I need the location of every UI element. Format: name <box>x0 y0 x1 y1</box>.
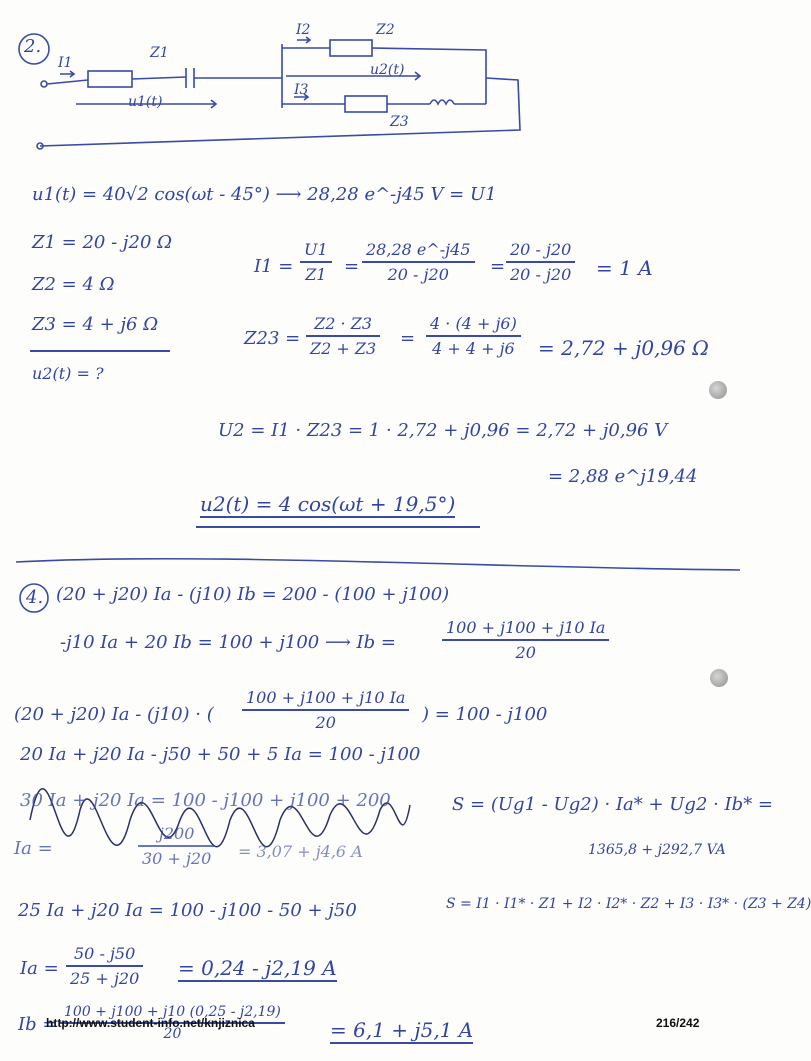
eq8-result: = 0,24 - j2,19 A <box>178 956 337 980</box>
u1-definition: u1(t) = 40√2 cos(ωt - 45°) ⟶ 28,28 e^-j45 V = U1 <box>32 184 497 205</box>
eq3-lhs: (20 + j20) Ia - (j10) · ( <box>14 704 214 725</box>
i1-equals: = <box>344 256 360 277</box>
eq5-struck: 30 Ia + j20 Ia = 100 - j100 + j100 + 200 <box>20 790 391 811</box>
z1-resistor <box>88 71 132 87</box>
footer-page-number: 216/242 <box>656 1016 700 1030</box>
z2-definition: Z2 = 4 Ω <box>32 274 115 295</box>
eq3-rhs: ) = 100 - j100 <box>422 704 548 725</box>
eq1: (20 + j20) Ia - (j10) Ib = 200 - (100 + j100) <box>56 584 450 605</box>
label-z2: Z2 <box>376 22 395 38</box>
eq9-lhs: Ib = <box>18 1014 58 1035</box>
i1-fraction-2: 28,28 e^-j45 20 - j20 <box>362 240 475 284</box>
z23-equals: = <box>400 328 416 349</box>
i1-fraction-1: U1 Z1 <box>300 240 332 284</box>
eq7: 25 Ia + j20 Ia = 100 - j100 - 50 + j50 <box>18 900 357 921</box>
power-eq-2: S = I1 · I1* · Z1 + I2 · I2* · Z2 + I3 · I3* · (Z3 + Z4) <box>446 896 811 912</box>
label-i3: I3 <box>294 82 309 98</box>
u2-result: u2(t) = 4 cos(ωt + 19,5°) <box>200 492 456 516</box>
label-z3: Z3 <box>390 114 409 130</box>
given-divider <box>30 350 170 352</box>
z3-resistor <box>345 96 387 112</box>
z1-definition: Z1 = 20 - j20 Ω <box>32 232 173 253</box>
eq9-result: = 6,1 + j5,1 A <box>330 1018 474 1042</box>
eq9-fraction: 100 + j100 + j10 (0,25 - j2,19) 20 <box>60 1004 285 1042</box>
z23-lhs: Z23 = <box>244 328 301 349</box>
z23-fraction-1: Z2 · Z3 Z2 + Z3 <box>306 314 380 358</box>
eq2-fraction: 100 + j100 + j10 Ia 20 <box>442 618 609 662</box>
power-eq-1-value: 1365,8 + j292,7 VA <box>588 842 726 858</box>
u2-question: u2(t) = ? <box>32 364 104 383</box>
eq8-lhs: Ia = <box>20 958 59 979</box>
u2-result-underline-2 <box>196 526 480 528</box>
problem-4-number: 4. <box>26 587 44 608</box>
label-i1: I1 <box>58 55 73 71</box>
inductor <box>430 100 454 104</box>
z23-result: = 2,72 + j0,96 Ω <box>538 336 709 360</box>
problem-2-number: 2. <box>24 36 42 57</box>
i1-equals-2: = <box>490 256 506 277</box>
i1-lhs: I1 = <box>254 256 294 277</box>
label-u1t: u1(t) <box>128 94 163 110</box>
capacitor <box>186 68 194 88</box>
power-eq-1: S = (Ug1 - Ug2) · Ia* + Ug2 · Ib* = <box>452 794 773 815</box>
eq2-lhs: -j10 Ia + 20 Ib = 100 + j100 ⟶ Ib = <box>60 632 396 653</box>
u2-polar: = 2,88 e^j19,44 <box>548 466 698 487</box>
z3-definition: Z3 = 4 + j6 Ω <box>32 314 159 335</box>
eq6-rhs: = 3,07 + j4,6 A <box>238 842 363 861</box>
z2-resistor <box>330 40 372 56</box>
eq4: 20 Ia + j20 Ia - j50 + 50 + 5 Ia = 100 - j100 <box>20 744 421 765</box>
label-z1: Z1 <box>150 45 169 61</box>
eq3-fraction: 100 + j100 + j10 Ia 20 <box>242 688 409 732</box>
eq6-lhs: Ia = <box>14 838 53 859</box>
i1-result: = 1 A <box>596 256 653 280</box>
eq6-fraction: j200 30 + j20 <box>138 824 215 868</box>
footer-url[interactable]: http://www.student-info.net/knjiznica <box>46 1016 255 1030</box>
z23-fraction-2: 4 · (4 + j6) 4 + 4 + j6 <box>426 314 521 358</box>
eq8-fraction: 50 - j50 25 + j20 <box>66 944 143 988</box>
u2-calculation: U2 = I1 · Z23 = 1 · 2,72 + j0,96 = 2,72 + j0,96 V <box>218 420 668 441</box>
label-i2: I2 <box>296 22 311 38</box>
i1-fraction-3: 20 - j20 20 - j20 <box>506 240 575 284</box>
label-u2t: u2(t) <box>370 62 405 78</box>
